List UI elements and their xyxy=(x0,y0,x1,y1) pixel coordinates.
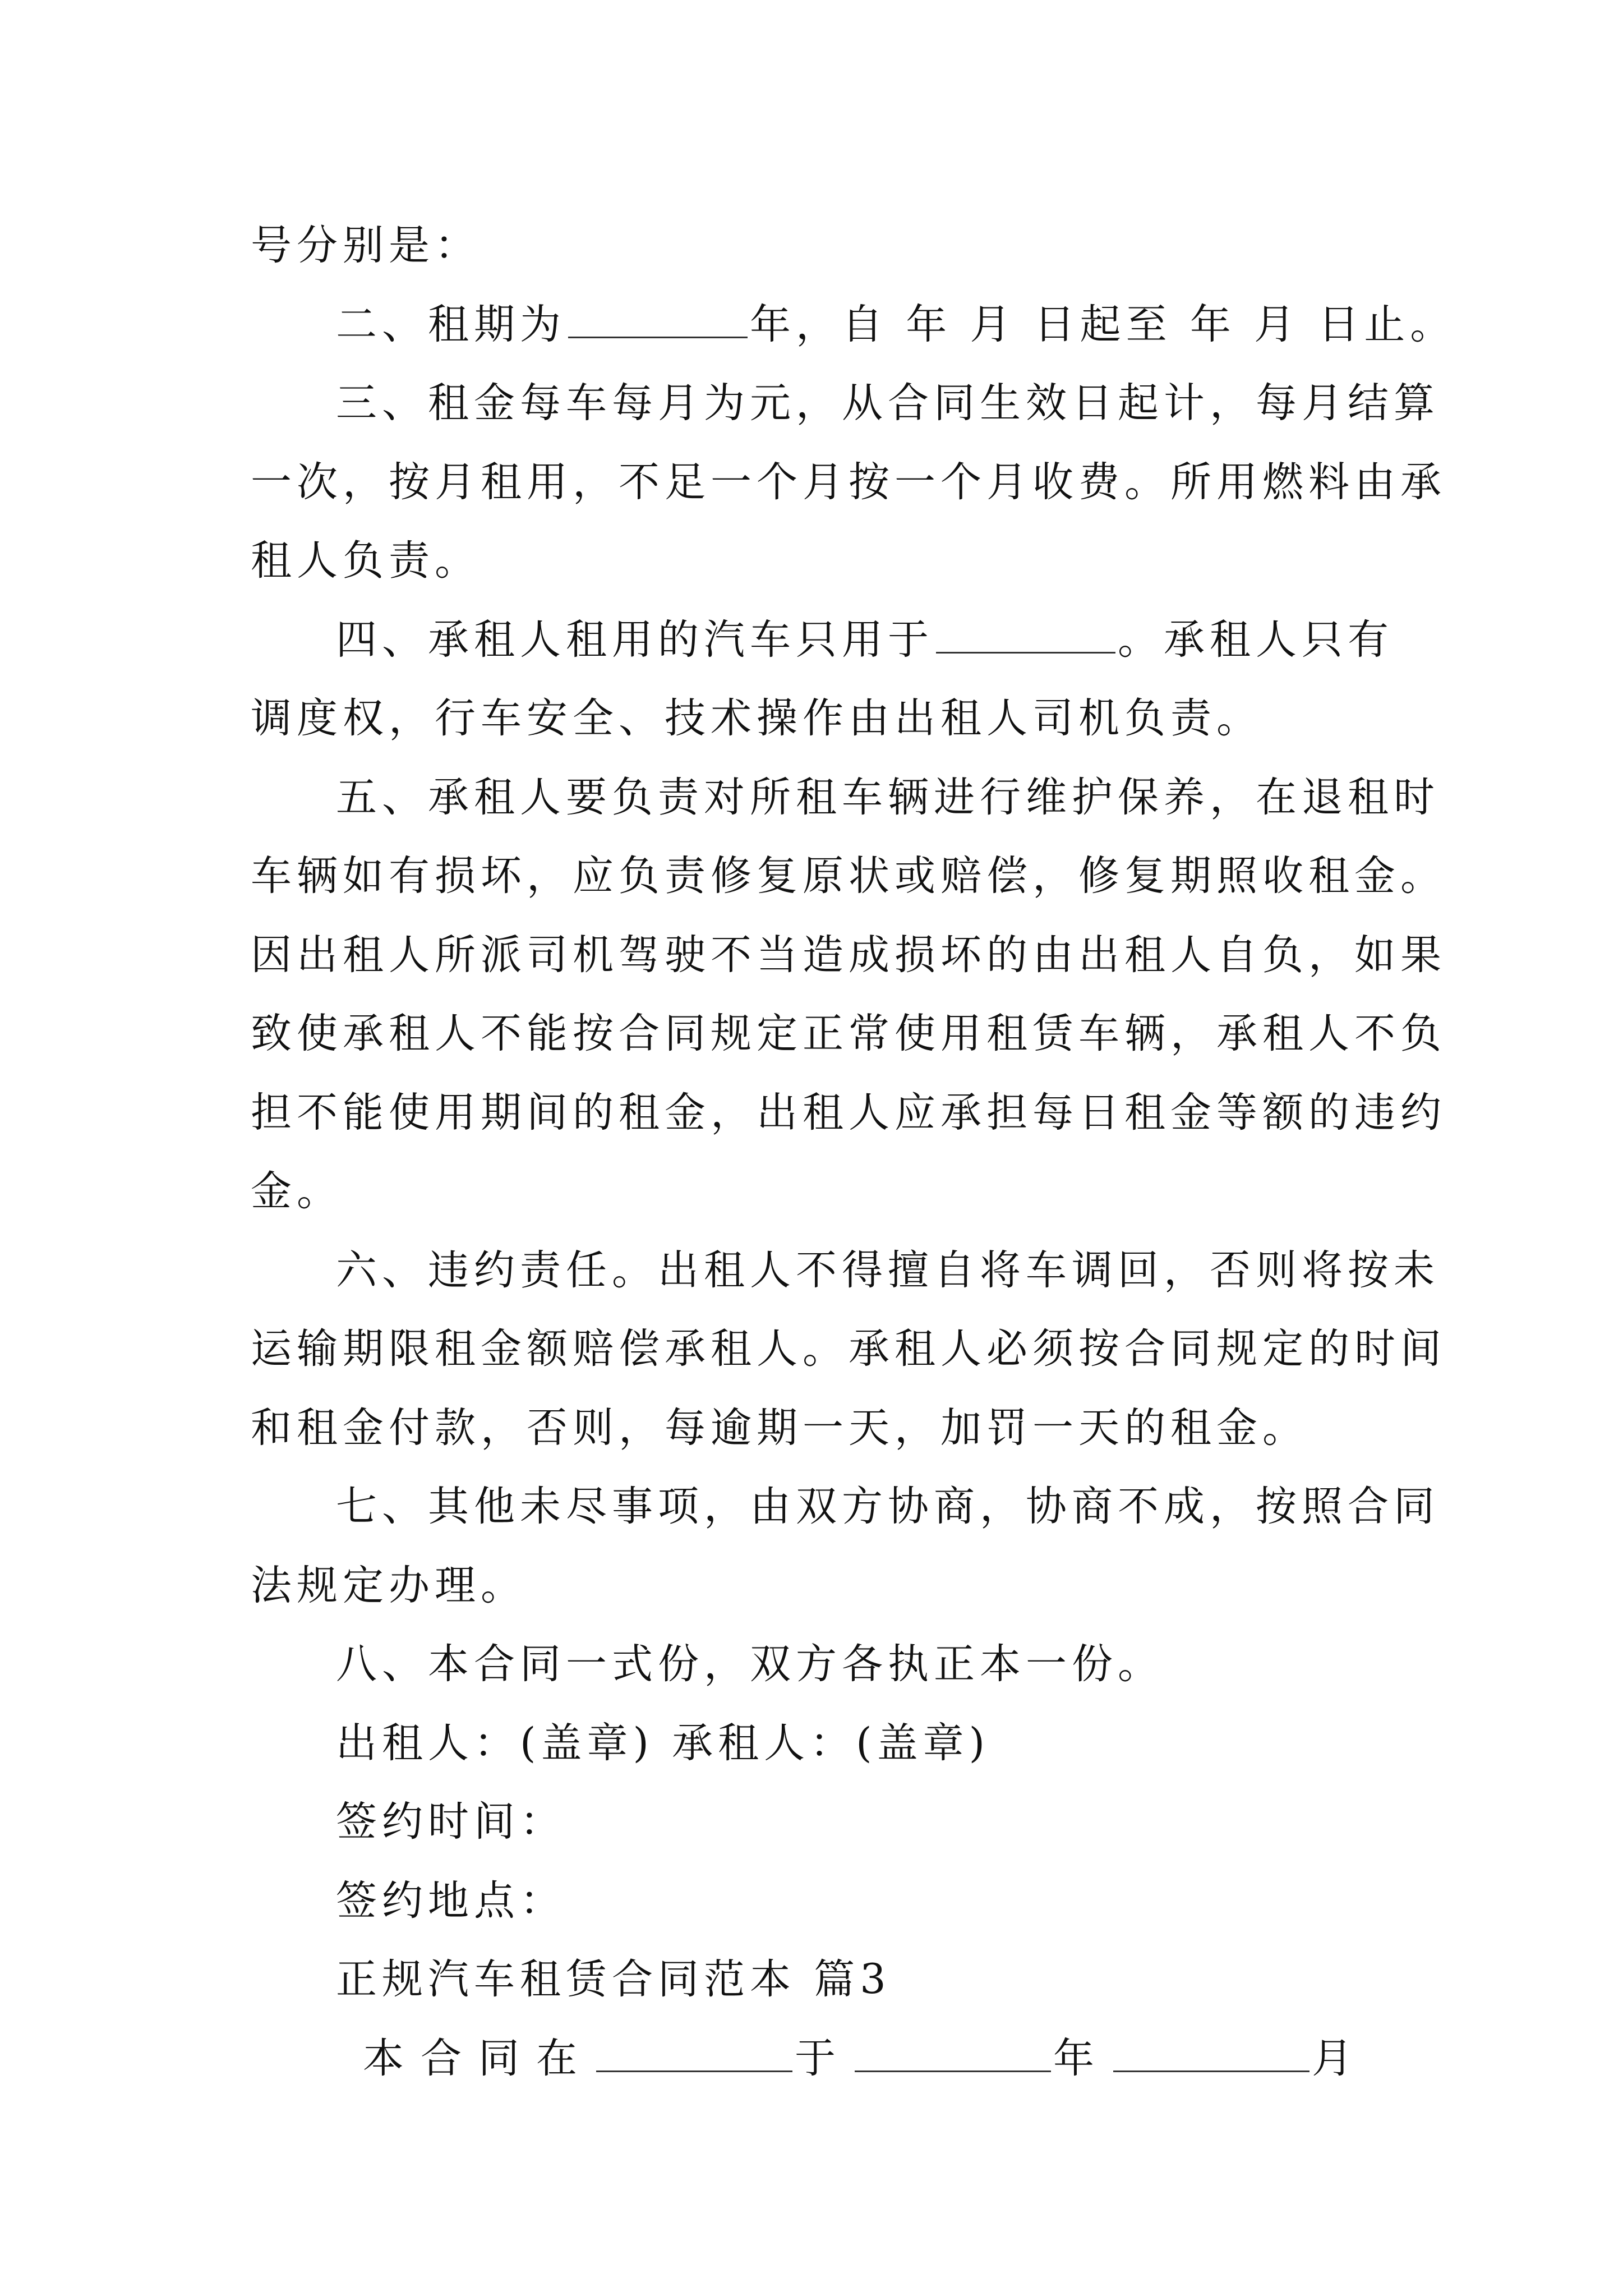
paragraph-line: 因出租人所派司机驾驶不当造成损坏的由出租人自负，如果 xyxy=(251,931,1446,979)
intro-text-yu: 于 xyxy=(795,2034,852,2082)
paragraph-line: 担不能使用期间的租金，出租人应承担每日租金等额的违约 xyxy=(251,1088,1446,1137)
sign-place-line: 签约地点： xyxy=(336,1876,566,1925)
term-blank xyxy=(568,305,748,338)
paragraph-line: 金。 xyxy=(251,1167,343,1215)
clause-8-line: 八、本合同一式份，双方各执正本一份。 xyxy=(336,1640,1164,1688)
clause-6-line: 六、违约责任。出租人不得擅自将车调回，否则将按未 xyxy=(336,1246,1440,1294)
paragraph-line: 一次，按月租用，不足一个月按一个月收费。所用燃料由承 xyxy=(251,458,1446,506)
clause-3-line: 三、租金每车每月为元，从合同生效日起计，每月结算 xyxy=(336,379,1440,427)
usage-blank xyxy=(936,620,1115,654)
paragraph-line: 租人负责。 xyxy=(251,537,481,585)
clause-2-text: 二、租期为 xyxy=(336,300,566,348)
section-title: 正规汽车租赁合同范本 篇3 xyxy=(336,1955,891,2003)
signature-line: 出租人：(盖章) 承租人：(盖章) xyxy=(336,1719,990,1767)
contract-text xyxy=(251,206,1456,2098)
month-blank xyxy=(1113,2039,1310,2072)
paragraph-line: 运输期限租金额赔偿承租人。承租人必须按合同规定的时间 xyxy=(251,1325,1446,1373)
intro-text: 本合同在 xyxy=(363,2034,594,2082)
paragraph-line: 法规定办理。 xyxy=(251,1561,527,1609)
intro-text-month: 月 xyxy=(1312,2034,1370,2082)
intro-text-year: 年 xyxy=(1053,2034,1111,2082)
clause-7-line: 七、其他未尽事项，由双方协商，协商不成，按照合同 xyxy=(336,1483,1440,1530)
paragraph-line: 号分别是： xyxy=(251,222,481,269)
clause-2-line xyxy=(251,286,1456,365)
year-blank xyxy=(855,2039,1051,2072)
clause-4-text-end: 。承租人只有 xyxy=(1118,615,1394,664)
paragraph-line: 致使承租人不能按合同规定正常使用租赁车辆，承租人不负 xyxy=(251,1010,1446,1057)
clause-5-line: 五、承租人要负责对所租车辆进行维护保养，在退租时 xyxy=(336,773,1440,821)
contract-intro-line xyxy=(251,2019,1389,2099)
clause-4-text: 四、承租人租用的汽车只用于 xyxy=(336,615,934,664)
place-blank xyxy=(596,2039,792,2072)
clause-2-text-end: 年，自 年 月 日起至 年 月 日止。 xyxy=(750,300,1456,348)
clause-4-line xyxy=(251,601,1394,680)
paragraph-line: 车辆如有损坏，应负责修复原状或赔偿，修复期照收租金。 xyxy=(251,852,1446,900)
sign-time-line: 签约时间： xyxy=(336,1798,566,1846)
paragraph-line: 调度权，行车安全、技术操作由出租人司机负责。 xyxy=(251,694,1262,742)
paragraph-line: 和租金付款，否则，每逾期一天，加罚一天的租金。 xyxy=(251,1404,1308,1452)
